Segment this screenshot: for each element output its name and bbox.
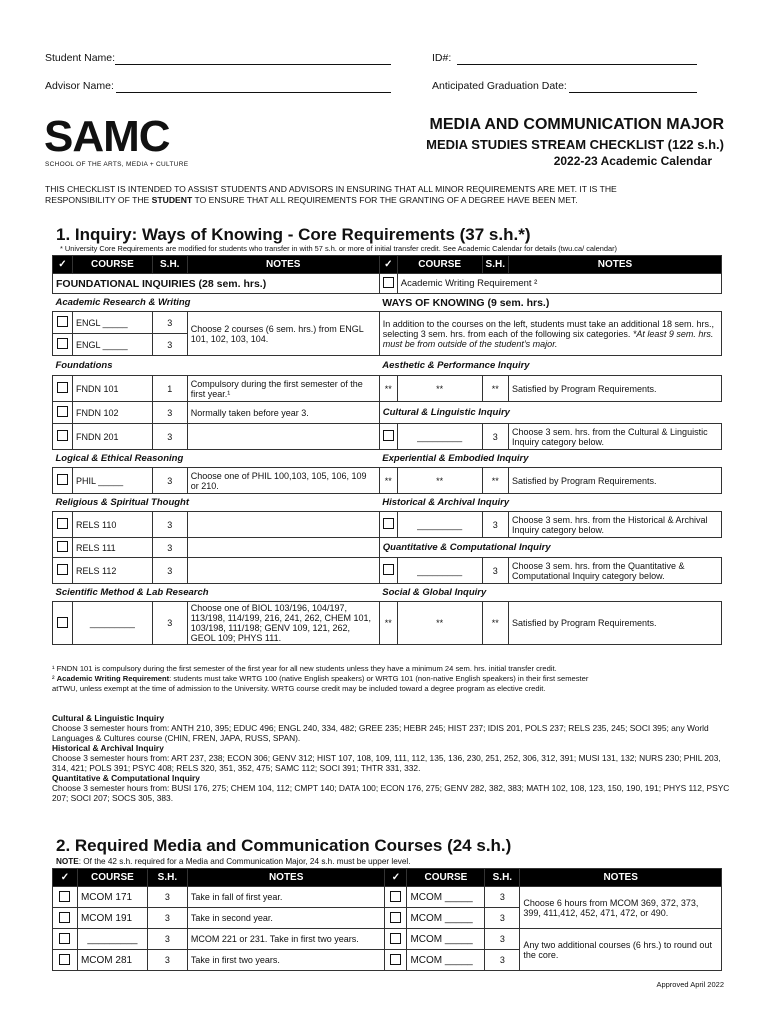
major-title: MEDIA AND COMMUNICATION MAJOR [429, 116, 724, 133]
course-rels-110: RELS 110 [72, 512, 152, 538]
course-mcom-blank[interactable]: MCOM _____ [407, 887, 485, 908]
empty-note [187, 424, 379, 450]
sh-header: S.H. [147, 869, 187, 887]
course-mcom-blank[interactable]: MCOM _____ [407, 929, 485, 950]
checkbox[interactable] [383, 564, 394, 575]
samc-logo-tagline: SCHOOL OF THE ARTS, MEDIA + CULTURE [45, 161, 189, 168]
section1-note: * University Core Requirements are modified for students who transfer in with 57 s.h. or more of initial transfer credit. See Academic Calendar for details (twu.ca/ calendar) [60, 244, 618, 253]
empty-note [187, 558, 379, 584]
intro-text: THIS CHECKLIST IS INTENDED TO ASSIST STUDENTS AND ADVISORS IN ENSURING THAT ALL MINOR REQUIREMENTS ARE MET. IT IS THE RESPONSIBILITY OF THE STUDENT TO ENSURE THAT ALL REQUIREMENTS FOR THE GRANTING OF A DEGREE HAVE BEEN MET. [45, 184, 617, 205]
ways-of-knowing-heading: WAYS OF KNOWING (9 sem. hrs.) [379, 294, 721, 312]
stars-marker: ** [397, 602, 482, 645]
footnotes [52, 664, 732, 694]
checkbox[interactable] [57, 617, 68, 628]
sh-value: 3 [152, 312, 187, 334]
checkbox[interactable] [57, 382, 68, 393]
checkbox[interactable] [383, 518, 394, 529]
checkbox[interactable] [59, 954, 70, 965]
stars-marker: ** [482, 602, 508, 645]
section1-title: 1. Inquiry: Ways of Knowing - Core Requirements (37 s.h.*) [56, 225, 531, 244]
checkbox[interactable] [383, 430, 394, 441]
academic-writing-requirement: Academic Writing Requirement ² [397, 274, 721, 294]
checkbox[interactable] [59, 912, 70, 923]
check-header: ✓ [53, 256, 73, 274]
course-header: COURSE [407, 869, 485, 887]
engl-note: Choose 2 courses (6 sem. hrs.) from ENGL 101, 102, 103, 104. [187, 312, 379, 356]
course-header: COURSE [397, 256, 482, 274]
course-mcom-281: MCOM 281 [77, 950, 147, 971]
checkbox[interactable] [59, 933, 70, 944]
course-blank[interactable]: _________ [397, 512, 482, 538]
course-mcom-blank[interactable]: MCOM _____ [407, 950, 485, 971]
samc-logo: SAMC [44, 112, 170, 161]
sh-value: 3 [152, 468, 187, 494]
sh-header: S.H. [485, 869, 520, 887]
foundational-inquiries-heading: FOUNDATIONAL INQUIRIES (28 sem. hrs.) [53, 274, 380, 294]
footnote-1: ¹ FNDN 101 is compulsory during the first semester of the first year for all new students unless they have a minimum 24 sem. hrs. initial transfer credit. [52, 664, 557, 673]
category-religious: Religious & Spiritual Thought [53, 494, 380, 512]
graduation-date-label: Anticipated Graduation Date: [432, 80, 567, 92]
sh-value: 3 [152, 602, 187, 645]
quantitative-note: Choose 3 sem. hrs. from the Quantitative & Computational Inquiry category below. [508, 558, 721, 584]
course-blank[interactable]: _________ [397, 424, 482, 450]
sh-header: S.H. [152, 256, 187, 274]
core-requirements-table [52, 255, 722, 645]
checkbox[interactable] [390, 954, 401, 965]
checkbox[interactable] [57, 430, 68, 441]
sh-value: 1 [152, 376, 187, 402]
sh-value: 3 [152, 334, 187, 356]
sh-value: 3 [485, 929, 520, 950]
satisfied-note: Satisfied by Program Requirements. [508, 376, 721, 402]
satisfied-note: Satisfied by Program Requirements. [508, 602, 721, 645]
stream-title: MEDIA STUDIES STREAM CHECKLIST (122 s.h.) [426, 137, 724, 152]
advisor-name-label: Advisor Name: [45, 80, 114, 92]
empty-note [187, 512, 379, 538]
notes-header: NOTES [508, 256, 721, 274]
course-mcom-191: MCOM 191 [77, 908, 147, 929]
cultural-inquiry-text: Choose 3 semester hours from: ANTH 210, 395; EDUC 496; ENGL 240, 334, 482; GREE 235; HEBR 245; HIST 237; IDIS 201, POLS 237; RELS 235, 245; SOCI 395; any World Languages & Cultures course (CHIN, FREN, JAPA, RUSS, SPAN). [52, 723, 709, 743]
checkbox[interactable] [383, 277, 394, 288]
id-field[interactable] [457, 53, 697, 65]
calendar-year: 2022-23 Academic Calendar [553, 154, 712, 168]
phil-note: Choose one of PHIL 100,103, 105, 106, 109 or 210. [187, 468, 379, 494]
checkbox[interactable] [59, 891, 70, 902]
notes-header: NOTES [187, 256, 379, 274]
mcom-171-note: Take in fall of first year. [187, 887, 385, 908]
required-courses-table [52, 868, 722, 971]
checkbox[interactable] [57, 518, 68, 529]
section2-note: NOTE: Of the 42 s.h. required for a Media and Communication Major, 24 s.h. must be upper level. [56, 857, 411, 866]
upper-level-note: Choose 6 hours from MCOM 369, 372, 373, 399, 411,412, 452, 471, 472, or 490. [520, 887, 722, 929]
checkbox[interactable] [57, 406, 68, 417]
stars-marker: ** [379, 468, 397, 494]
stars-marker: ** [482, 376, 508, 402]
course-rels-112: RELS 112 [72, 558, 152, 584]
ways-of-knowing-note: In addition to the courses on the left, students must take an additional 18 sem. hrs., selecting 3 sem. hrs. from each of the following six categories. *At least 9 sem. hrs. must be from outside of the student’s major. [379, 312, 721, 356]
footnote-2-cont: atTWU, unless exempt at the time of admission to the University. WRTG course credit may be included toward a degree program as elective credit. [52, 684, 546, 693]
category-scientific: Scientific Method & Lab Research [53, 584, 380, 602]
course-fndn-201: FNDN 201 [72, 424, 152, 450]
sh-value: 3 [152, 512, 187, 538]
sh-value: 3 [485, 908, 520, 929]
category-academic-research: Academic Research & Writing [53, 294, 380, 312]
checkbox[interactable] [57, 564, 68, 575]
fndn-101-note: Compulsory during the first semester of the first year.¹ [187, 376, 379, 402]
approved-date: Approved April 2022 [656, 980, 724, 989]
quantitative-inquiry-text: Choose 3 semester hours from: BUSI 176, 275; CHEM 104, 112; CMPT 140; DATA 100; ECON 176, 275; GENV 282, 382, 383; MATH 102, 108, 123, 150, 190, 191; PHYS 112, PSYC 207; SOCI 207; SOCS 305, 383. [52, 783, 730, 803]
science-note: Choose one of BIOL 103/196, 104/197, 113/198, 114/199, 216, 241, 262, CHEM 101, 103/198, 111/198; GENV 109, 121, 262, GEOL 109; PHYS 111. [187, 602, 379, 645]
category-quantitative: Quantitative & Computational Inquiry [379, 538, 721, 558]
checkbox[interactable] [390, 933, 401, 944]
mcom-281-note: Take in first two years. [187, 950, 385, 971]
category-social: Social & Global Inquiry [379, 584, 721, 602]
cultural-note: Choose 3 sem. hrs. from the Cultural & Linguistic Inquiry category below. [508, 424, 721, 450]
checkbox[interactable] [57, 338, 68, 349]
historical-inquiry-title: Historical & Archival Inquiry [52, 743, 164, 753]
course-fndn-101: FNDN 101 [72, 376, 152, 402]
sh-value: 3 [482, 424, 508, 450]
course-blank[interactable]: _________ [397, 558, 482, 584]
course-engl-2[interactable]: ENGL _____ [72, 334, 152, 356]
footnote-2: ² Academic Writing Requirement: students must take WRTG 100 (native English speakers) or WRTG 101 (non-native English speakers) in their first semester [52, 674, 589, 683]
checkbox[interactable] [57, 474, 68, 485]
course-mcom-blank[interactable]: MCOM _____ [407, 908, 485, 929]
course-fndn-102: FNDN 102 [72, 402, 152, 424]
stars-marker: ** [379, 602, 397, 645]
sh-value: 3 [147, 929, 187, 950]
cultural-inquiry-title: Cultural & Linguistic Inquiry [52, 713, 165, 723]
stars-marker: ** [379, 376, 397, 402]
sh-value: 3 [147, 887, 187, 908]
course-phil[interactable]: PHIL _____ [72, 468, 152, 494]
checkbox[interactable] [57, 541, 68, 552]
graduation-date-field[interactable] [569, 81, 697, 93]
student-name-field[interactable] [115, 53, 391, 65]
category-experiential: Experiential & Embodied Inquiry [379, 450, 721, 468]
category-logical: Logical & Ethical Reasoning [53, 450, 380, 468]
course-blank[interactable]: _________ [77, 929, 147, 950]
historical-note: Choose 3 sem. hrs. from the Historical & Archival Inquiry category below. [508, 512, 721, 538]
student-name-label: Student Name: [45, 52, 116, 64]
quantitative-inquiry-title: Quantitative & Computational Inquiry [52, 773, 200, 783]
sh-header: S.H. [482, 256, 508, 274]
sh-value: 3 [485, 887, 520, 908]
sh-value: 3 [152, 558, 187, 584]
checkbox[interactable] [390, 891, 401, 902]
section2-title: 2. Required Media and Communication Courses (24 s.h.) [56, 836, 512, 855]
id-label: ID#: [432, 52, 452, 64]
check-header: ✓ [53, 869, 78, 887]
advisor-name-field[interactable] [116, 81, 391, 93]
stars-marker: ** [397, 468, 482, 494]
sh-value: 3 [485, 950, 520, 971]
additional-courses-note: Any two additional courses (6 hrs.) to round out the core. [520, 929, 722, 971]
course-engl-1[interactable]: ENGL _____ [72, 312, 152, 334]
course-header: COURSE [77, 869, 147, 887]
category-aesthetic: Aesthetic & Performance Inquiry [379, 356, 721, 376]
sh-value: 3 [147, 950, 187, 971]
category-foundations: Foundations [53, 356, 380, 376]
empty-note [187, 538, 379, 558]
category-cultural: Cultural & Linguistic Inquiry [379, 402, 721, 424]
notes-header: NOTES [187, 869, 385, 887]
stars-marker: ** [482, 468, 508, 494]
notes-header: NOTES [520, 869, 722, 887]
course-mcom-171: MCOM 171 [77, 887, 147, 908]
satisfied-note: Satisfied by Program Requirements. [508, 468, 721, 494]
check-header: ✓ [379, 256, 397, 274]
sh-value: 3 [152, 424, 187, 450]
check-header: ✓ [385, 869, 407, 887]
course-blank[interactable]: _________ [72, 602, 152, 645]
category-historical: Historical & Archival Inquiry [379, 494, 721, 512]
course-rels-111: RELS 111 [72, 538, 152, 558]
fndn-102-note: Normally taken before year 3. [187, 402, 379, 424]
mcom-191-note: Take in second year. [187, 908, 385, 929]
sh-value: 3 [152, 538, 187, 558]
stars-marker: ** [397, 376, 482, 402]
historical-inquiry-text: Choose 3 semester hours from: ART 237, 238; ECON 306; GENV 312; HIST 107, 108, 109, 111, 112, 135, 136, 230, 251, 252, 306, 312, 391; MUSI 131, 132; NURS 230; PHIL 203, 314, 421; POLS 391; PSYC 408; RELS 320, 351, 352, 475; SAMC 112; SOCI 391; THTR 331, 332. [52, 753, 721, 773]
inquiry-lists [52, 713, 732, 803]
mcom-221-231-note: MCOM 221 or 231. Take in first two years. [187, 929, 385, 950]
sh-value: 3 [482, 558, 508, 584]
course-header: COURSE [72, 256, 152, 274]
checkbox[interactable] [57, 316, 68, 327]
sh-value: 3 [152, 402, 187, 424]
sh-value: 3 [147, 908, 187, 929]
checkbox[interactable] [390, 912, 401, 923]
sh-value: 3 [482, 512, 508, 538]
